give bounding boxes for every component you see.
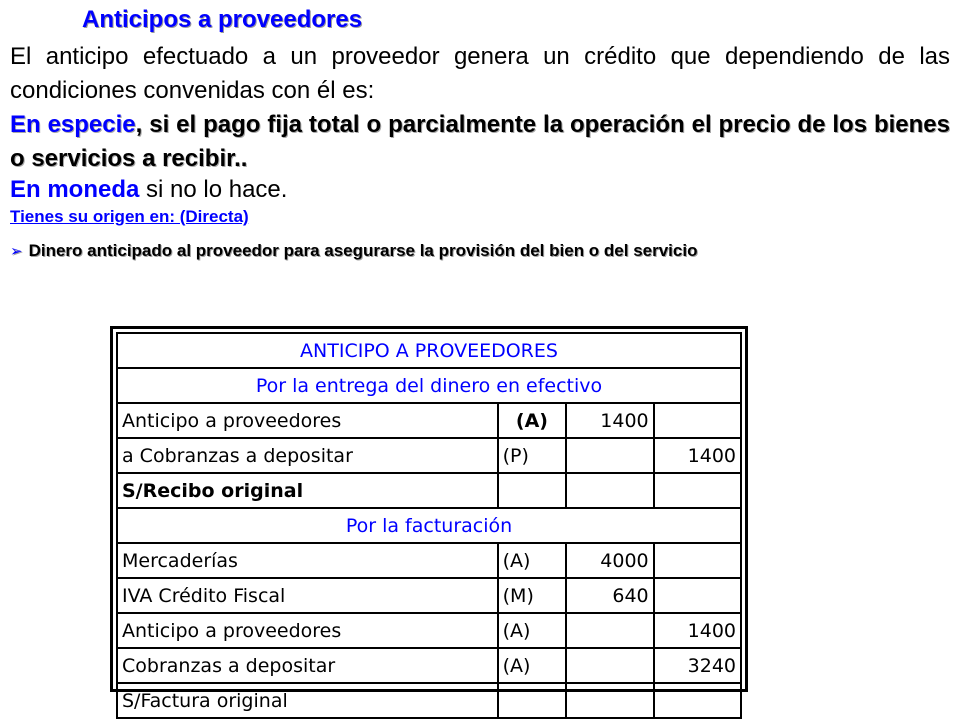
in-money-paragraph bbox=[10, 174, 950, 206]
table-row bbox=[117, 403, 741, 438]
in-kind-keyword: En especie bbox=[10, 111, 136, 138]
intro-lead: El bbox=[10, 43, 32, 70]
table-title: ANTICIPO A PROVEEDORES bbox=[117, 333, 741, 368]
journal-entry-table bbox=[110, 326, 748, 712]
credit-cell bbox=[654, 683, 741, 718]
origin-bullet bbox=[10, 240, 950, 263]
origin-bullet-text: Dinero anticipado al proveedor para asegurarse la provisión del bien o del servicio bbox=[28, 241, 698, 260]
credit-cell: 3240 bbox=[654, 648, 741, 683]
arrow-bullet-icon: ➢ bbox=[10, 243, 23, 260]
table-row bbox=[117, 543, 741, 578]
account-cell: Anticipo a proveedores bbox=[117, 403, 498, 438]
section-cash-delivery: Por la entrega del dinero en efectivo bbox=[117, 368, 741, 403]
account-cell: S/Factura original bbox=[117, 683, 498, 718]
account-cell: Anticipo a proveedores bbox=[117, 613, 498, 648]
section-row bbox=[117, 508, 741, 543]
table-row bbox=[117, 438, 741, 473]
debit-cell: 4000 bbox=[566, 543, 653, 578]
intro-paragraph bbox=[10, 40, 950, 108]
in-money-text: si no lo hace. bbox=[139, 176, 288, 203]
account-cell: a Cobranzas a depositar bbox=[117, 438, 498, 473]
account-cell: Cobranzas a depositar bbox=[117, 648, 498, 683]
account-cell: S/Recibo original bbox=[117, 473, 498, 508]
origin-heading: Tienes su origen en: (Directa) bbox=[10, 207, 249, 226]
debit-cell bbox=[566, 613, 653, 648]
in-money-keyword: En moneda bbox=[10, 176, 140, 203]
section-invoicing: Por la facturación bbox=[117, 508, 741, 543]
section-row bbox=[117, 368, 741, 403]
type-cell: (A) bbox=[498, 543, 567, 578]
credit-cell: 1400 bbox=[654, 438, 741, 473]
in-kind-paragraph bbox=[10, 108, 950, 176]
in-kind-text: , si el pago fija total o parcialmente la operación el precio de los bienes o servicios a recibir.. bbox=[10, 111, 951, 172]
debit-cell bbox=[566, 683, 653, 718]
debit-cell: 1400 bbox=[566, 403, 653, 438]
table-row bbox=[117, 473, 741, 508]
credit-cell bbox=[654, 473, 741, 508]
table-row bbox=[117, 683, 741, 718]
debit-cell bbox=[566, 648, 653, 683]
type-cell bbox=[498, 683, 567, 718]
credit-cell: 1400 bbox=[654, 613, 741, 648]
table-row bbox=[117, 648, 741, 683]
account-cell: Mercaderías bbox=[117, 543, 498, 578]
debit-cell bbox=[566, 473, 653, 508]
debit-cell bbox=[566, 438, 653, 473]
type-cell: (M) bbox=[498, 578, 567, 613]
type-cell bbox=[498, 473, 567, 508]
type-cell: (A) bbox=[498, 403, 567, 438]
debit-cell: 640 bbox=[566, 578, 653, 613]
type-cell: (P) bbox=[498, 438, 567, 473]
credit-cell bbox=[654, 543, 741, 578]
type-cell: (A) bbox=[498, 648, 567, 683]
table-header-row bbox=[117, 333, 741, 368]
credit-cell bbox=[654, 578, 741, 613]
page-title: Anticipos a proveedores bbox=[82, 6, 363, 33]
table-row bbox=[117, 578, 741, 613]
intro-text: anticipo efectuado a un proveedor genera un crédito que dependiendo de las condiciones convenidas con él es: bbox=[10, 43, 950, 104]
type-cell: (A) bbox=[498, 613, 567, 648]
table-row bbox=[117, 613, 741, 648]
account-cell: IVA Crédito Fiscal bbox=[117, 578, 498, 613]
credit-cell bbox=[654, 403, 741, 438]
